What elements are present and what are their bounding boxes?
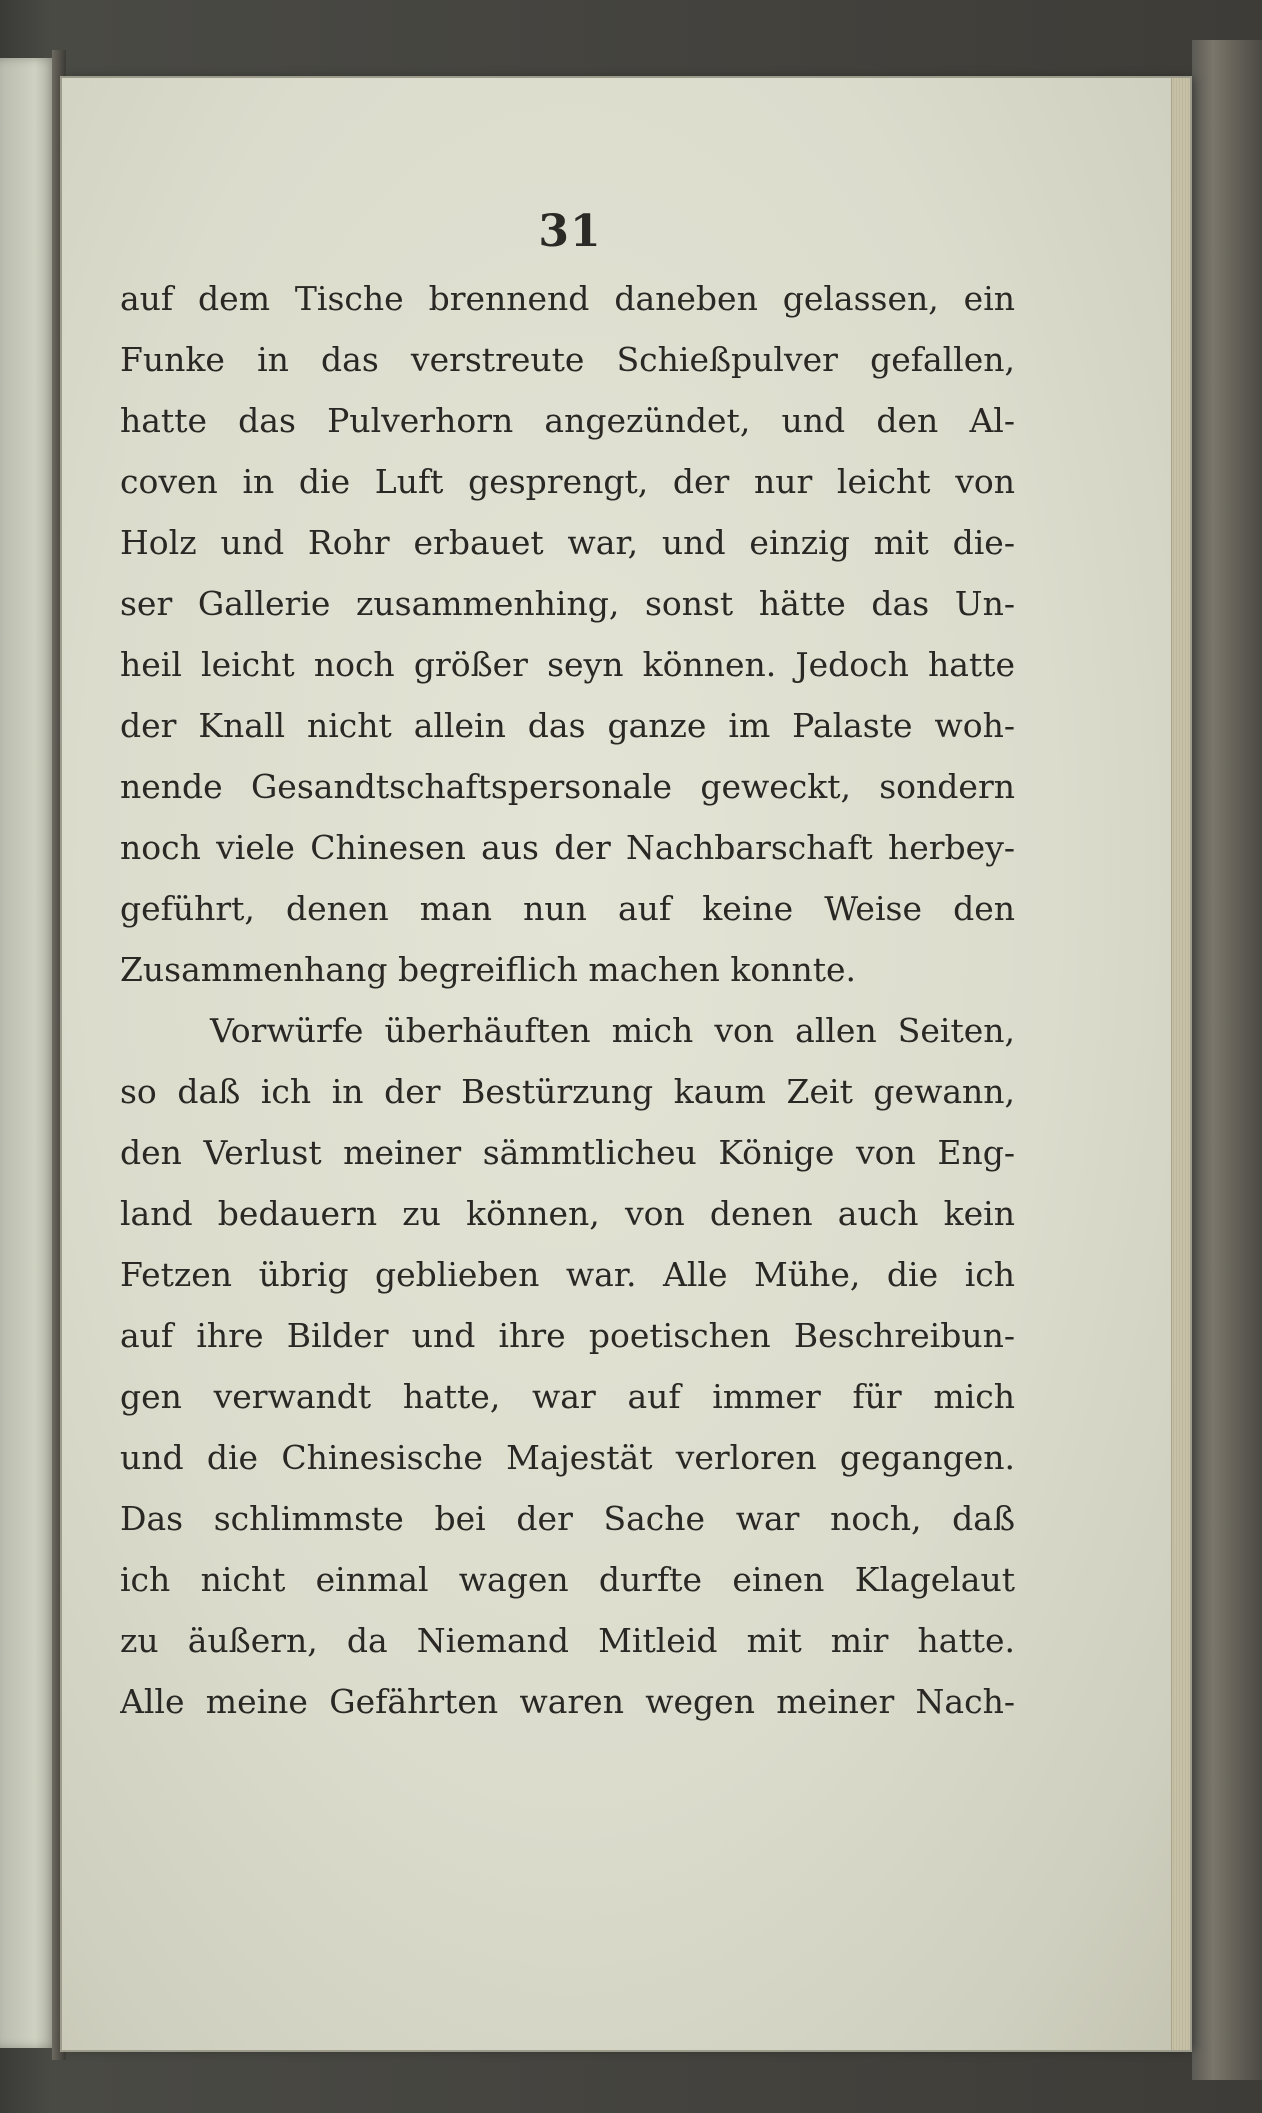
text-line: Holz und Rohr erbauet war, und einzig mit die- <box>120 523 1015 562</box>
page-text <box>120 268 1015 1732</box>
text-line: heil leicht noch größer seyn können. Jedoch hatte <box>120 645 1015 684</box>
page-number: 31 <box>538 206 602 257</box>
text-line: zu äußern, da Niemand Mitleid mit mir hatte. <box>120 1621 1015 1660</box>
text-line: und die Chinesische Majestät verloren gegangen. <box>120 1438 1015 1477</box>
text-line: noch viele Chinesen aus der Nachbarschaft herbey- <box>120 828 1015 867</box>
text-line: ich nicht einmal wagen durfte einen Klagelaut <box>120 1560 1015 1599</box>
text-line: gen verwandt hatte, war auf immer für mich <box>120 1377 1015 1416</box>
text-line: nende Gesandtschaftspersonale geweckt, sondern <box>120 767 1015 806</box>
text-line: coven in die Luft gesprengt, der nur leicht von <box>120 462 1015 501</box>
text-line: geführt, denen man nun auf keine Weise den <box>120 889 1015 928</box>
text-line: ser Gallerie zusammenhing, sonst hätte das Un- <box>120 584 1015 623</box>
text-line: der Knall nicht allein das ganze im Palaste woh- <box>120 706 1015 745</box>
text-line: Fetzen übrig geblieben war. Alle Mühe, die ich <box>120 1255 1015 1294</box>
book-cover-edge <box>1192 40 1262 2080</box>
text-line: hatte das Pulverhorn angezündet, und den Al- <box>120 401 1015 440</box>
text-line: so daß ich in der Bestürzung kaum Zeit gewann, <box>120 1072 1015 1111</box>
text-line: Alle meine Gefährten waren wegen meiner Nach- <box>120 1682 1015 1721</box>
text-line: Zusammenhang begreiflich machen konnte. <box>120 950 857 989</box>
page-stack-edges <box>1171 78 1190 2050</box>
text-line: Das schlimmste bei der Sache war noch, daß <box>120 1499 1015 1538</box>
text-line: auf dem Tische brennend daneben gelassen, ein <box>120 279 1015 318</box>
text-line: Vorwürfe überhäuften mich von allen Seiten, <box>210 1011 1015 1050</box>
text-line: auf ihre Bilder und ihre poetischen Beschreibun- <box>120 1316 1015 1355</box>
left-page-edge <box>0 58 58 2048</box>
text-line: den Verlust meiner sämmtlicheu Könige von Eng- <box>120 1133 1015 1172</box>
text-line: Funke in das verstreute Schießpulver gefallen, <box>120 340 1015 379</box>
text-line: land bedauern zu können, von denen auch kein <box>120 1194 1015 1233</box>
